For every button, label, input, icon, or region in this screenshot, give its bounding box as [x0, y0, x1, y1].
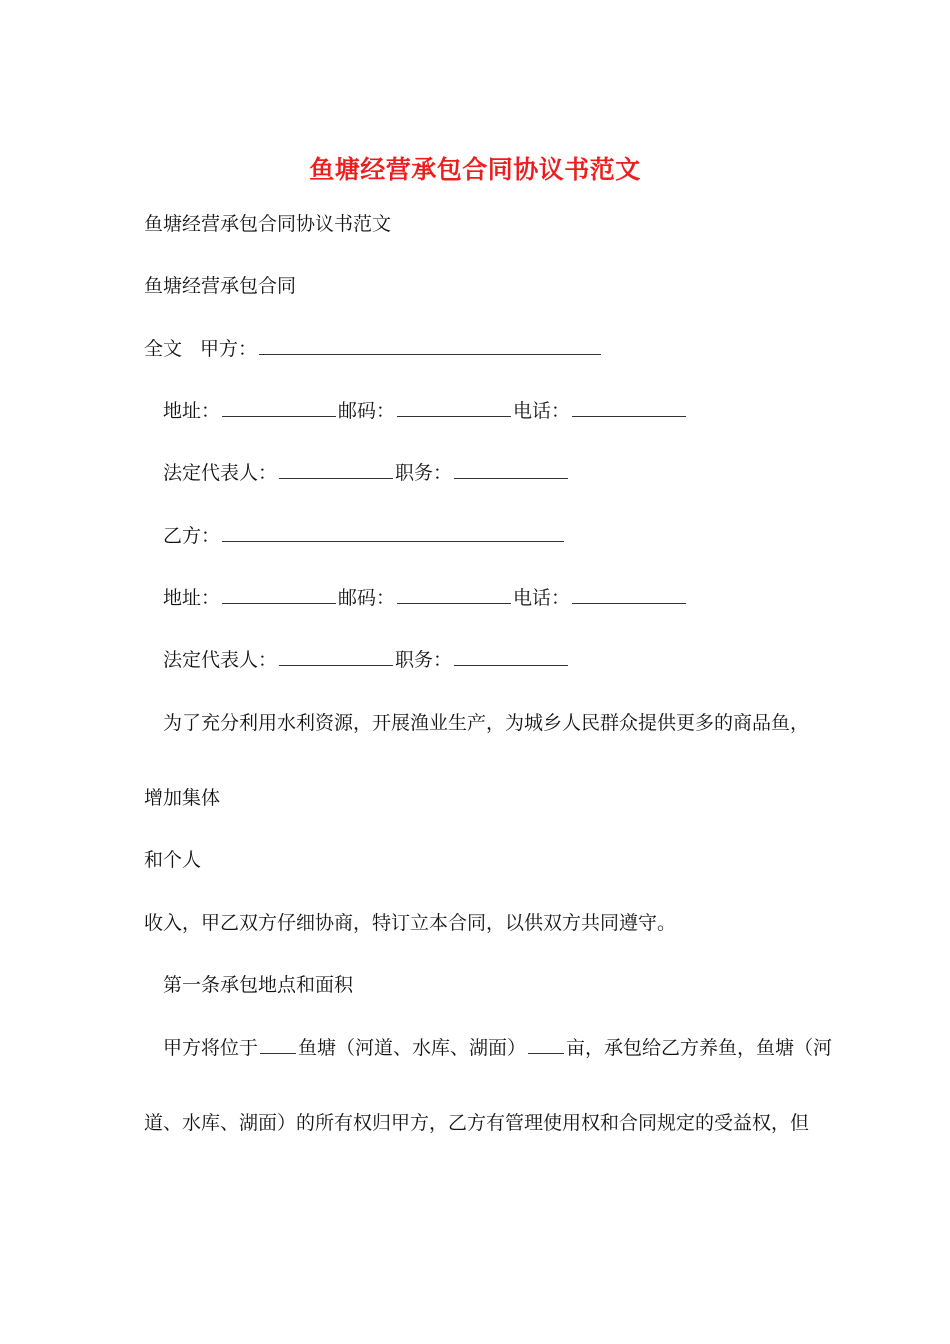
- phone-blank[interactable]: [572, 398, 686, 417]
- paragraph-line: 为了充分利用水利资源，开展渔业生产，为城乡人民群众提供更多的商品鱼，: [163, 712, 810, 734]
- address-blank[interactable]: [222, 398, 336, 417]
- position-blank[interactable]: [454, 460, 568, 479]
- position-label: 职务：: [395, 462, 453, 484]
- position-label: 职务：: [395, 649, 453, 671]
- paragraph-line: 和个人: [144, 849, 202, 871]
- party-b-blank[interactable]: [222, 523, 564, 542]
- paragraph-line: 增加集体: [144, 787, 221, 809]
- party-b-label: 乙方：: [163, 525, 221, 547]
- area-blank[interactable]: [528, 1035, 564, 1054]
- party-a-blank[interactable]: [259, 336, 601, 355]
- article-1-title: 第一条承包地点和面积: [163, 974, 354, 996]
- article-1-line-1: [163, 1035, 832, 1061]
- subtitle-line: 鱼塘经营承包合同协议书范文: [144, 213, 392, 235]
- party-a-contact-line: [163, 398, 688, 424]
- postcode-blank[interactable]: [397, 398, 511, 417]
- paragraph-line: 收入，甲乙双方仔细协商，特订立本合同，以供双方共同遵守。: [144, 912, 677, 934]
- phone-label: 电话：: [513, 400, 571, 422]
- legal-rep-label: 法定代表人：: [163, 462, 278, 484]
- postcode-label: 邮码：: [338, 400, 396, 422]
- article-1-seg-2: 鱼塘（河道、水库、湖面）: [298, 1037, 527, 1059]
- location-blank[interactable]: [260, 1035, 296, 1054]
- address-label: 地址：: [163, 400, 221, 422]
- party-a-line: [144, 336, 603, 362]
- fulltext-label: 全文: [144, 338, 183, 360]
- party-a-label: 甲方：: [200, 338, 258, 360]
- phone-label: 电话：: [513, 587, 571, 609]
- article-1-seg-3: 亩，承包给乙方养鱼，鱼塘（河: [566, 1037, 833, 1059]
- legal-rep-label: 法定代表人：: [163, 649, 278, 671]
- phone-blank[interactable]: [572, 585, 686, 604]
- party-a-rep-line: [163, 460, 570, 486]
- party-b-contact-line: [163, 585, 688, 611]
- postcode-blank[interactable]: [397, 585, 511, 604]
- document-title: 鱼塘经营承包合同协议书范文: [309, 155, 641, 184]
- party-b-line: [163, 523, 566, 549]
- contract-name-line: 鱼塘经营承包合同: [144, 275, 297, 297]
- postcode-label: 邮码：: [338, 587, 396, 609]
- article-1-seg-1: 甲方将位于: [163, 1037, 259, 1059]
- position-blank[interactable]: [454, 647, 568, 666]
- address-label: 地址：: [163, 587, 221, 609]
- party-b-rep-line: [163, 647, 570, 673]
- address-blank[interactable]: [222, 585, 336, 604]
- legal-rep-blank[interactable]: [279, 460, 393, 479]
- legal-rep-blank[interactable]: [279, 647, 393, 666]
- article-1-line-2: 道、水库、湖面）的所有权归甲方，乙方有管理使用权和合同规定的受益权，但: [144, 1112, 810, 1134]
